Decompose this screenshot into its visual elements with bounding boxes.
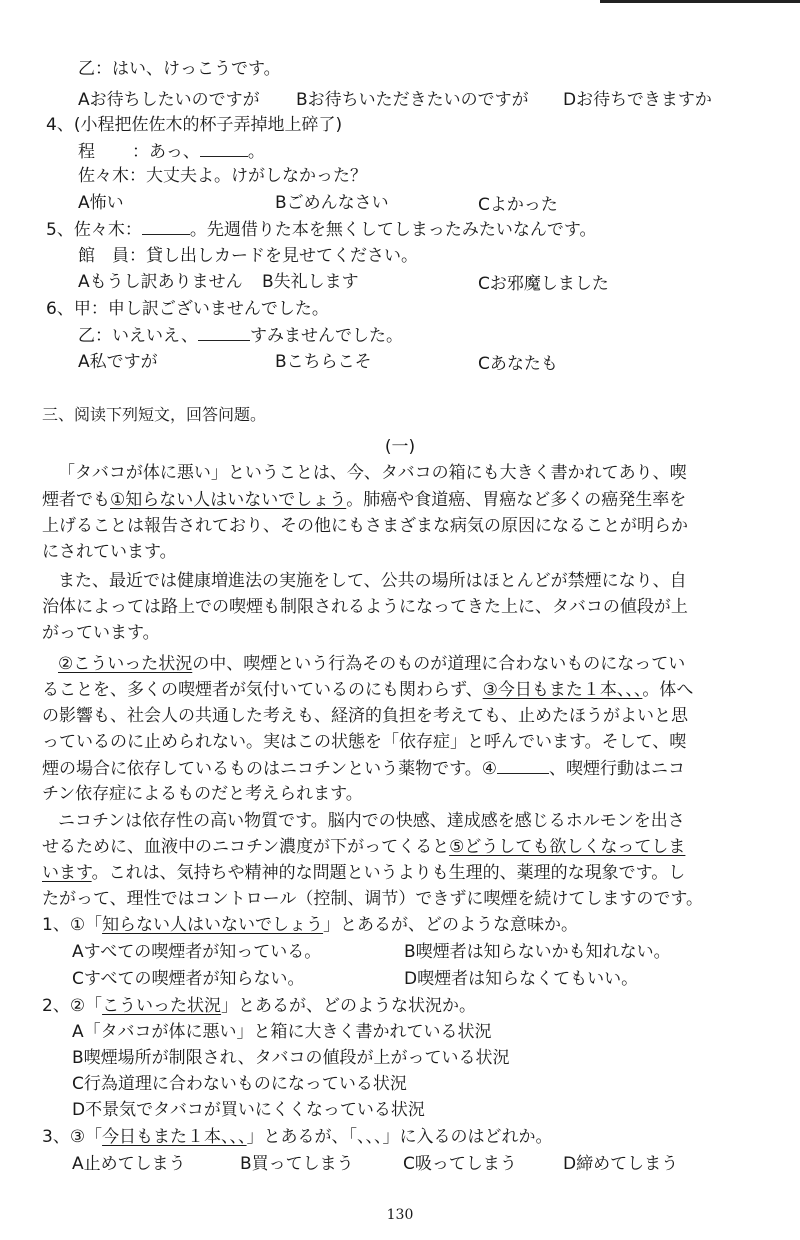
passage-line: にされています。 xyxy=(42,542,177,562)
text-span: 」とあるが、どのような状況か。 xyxy=(221,996,477,1016)
option-c: Cあなたも xyxy=(478,354,558,374)
passage-line: っているのに止められない。実はこの状態を「依存症」と呼んでいます。そして、喫 xyxy=(42,732,687,752)
text-span: 2、②「 xyxy=(42,996,103,1016)
answer-blank xyxy=(198,324,250,341)
text-span: 1、①「 xyxy=(42,915,103,935)
option-a: A止めてしまう xyxy=(72,1154,186,1174)
line-end: すみませんでした。 xyxy=(250,326,404,346)
passage-line: の影響も、社会人の共通した考えも、経済的負担を考えても、止めたほうがよいと思 xyxy=(42,706,688,726)
option-c: C行為道理に合わないものになっている状況 xyxy=(72,1074,407,1094)
top-border-line xyxy=(600,0,800,3)
passage-line xyxy=(42,489,686,511)
option-b: B失礼します xyxy=(262,272,359,292)
option-d: D喫煙者は知らなくてもいい。 xyxy=(404,969,639,989)
answer-blank xyxy=(142,218,190,235)
page-number: 130 xyxy=(386,1207,414,1223)
text-span: ることを、多くの喫煙者が気付いているのにも関わらず、 xyxy=(42,680,483,700)
option-a: A私ですが xyxy=(78,352,158,372)
underlined-phrase-5: ⑤どうしても欲しくなってしま xyxy=(449,837,686,857)
passage-line: ニコチンは依存性の高い物質です。脳内での快感、達成感を感じるホルモンを出さ xyxy=(58,811,685,831)
passage-number: (一) xyxy=(384,437,416,457)
passage-line: 上げることは報告されており、その他にもさまざまな病気の原因になることが明らか xyxy=(42,516,688,536)
option-c: Cよかった xyxy=(478,195,558,215)
option-b: B喫煙場所が制限され、タバコの値段が上がっている状況 xyxy=(72,1048,510,1068)
question-3 xyxy=(42,1126,553,1148)
text-span: の中、喫煙という行為そのものが道理に合わないものになってい xyxy=(192,654,686,674)
line-start: 乙：いえいえ、 xyxy=(78,326,199,346)
question-4-line1 xyxy=(78,140,265,163)
underlined-phrase-2: ②こういった状況 xyxy=(58,654,193,674)
text-span: 煙の場合に依存しているものはニコチンという薬物です。④ xyxy=(42,759,498,779)
passage-line xyxy=(42,862,685,884)
option-d: D締めてしまう xyxy=(563,1154,679,1174)
option-d: D不景気でタバコが買いにくくなっている状況 xyxy=(72,1100,425,1120)
text-span: 。これは、気持ちや精神的な問題というよりも生理的、薬理的な現象です。し xyxy=(91,863,686,883)
section-heading: 三、阅读下列短文，回答问题。 xyxy=(42,405,267,424)
option-c: Cお邪魔しました xyxy=(478,274,609,294)
option-b: B買ってしまう xyxy=(240,1154,354,1174)
text-span: 。肺癌や食道癌、胃癌など多くの癌発生率を xyxy=(346,490,687,510)
passage-line: がっています。 xyxy=(42,623,160,643)
option-c: C吸ってしまう xyxy=(403,1154,517,1174)
dialog-line: 乙：はい、けっこうです。 xyxy=(78,59,281,79)
text-span: せるために、血液中のニコチン濃度が下がってくると xyxy=(42,837,450,857)
question-4-prompt: 4、(小程把佐佐木的杯子弄掉地上碎了) xyxy=(46,115,343,135)
question-1 xyxy=(42,914,578,936)
passage-line: また、最近では健康増進法の実施をして、公共の場所はほとんどが禁煙になり、自 xyxy=(58,571,687,591)
option-a: A「タバコが体に悪い」と箱に大きく書かれている状況 xyxy=(72,1022,492,1042)
option-b: B喫煙者は知らないかも知れない。 xyxy=(404,942,671,962)
text-span: 、喫煙行動はニコ xyxy=(549,759,686,779)
text-span: 」とあるが、どのような意味か。 xyxy=(323,915,579,935)
prompt-start: 5、佐々木： xyxy=(46,220,142,240)
dialog-end: 。 xyxy=(247,142,265,162)
passage-line xyxy=(42,757,685,780)
passage-line xyxy=(42,679,693,701)
text-span: 。体へ xyxy=(642,680,694,700)
option-d: Dお待ちできますか xyxy=(563,90,712,110)
prompt-end: 。先週借りた本を無くしてしまったみたいなんです。 xyxy=(189,220,597,240)
passage-line: チン依存症によるものだと考えられます。 xyxy=(42,784,363,804)
option-a: Aもうし訳ありません xyxy=(78,272,243,292)
option-b: Bお待ちいただきたいのですが xyxy=(296,90,529,110)
text-span: 煙者でも xyxy=(42,490,110,510)
text-span: 」とあるが、「、、、」に入るのはどれか。 xyxy=(246,1127,553,1147)
question-2 xyxy=(42,995,476,1017)
option-a: Aお待ちしたいのですが xyxy=(78,90,260,110)
option-b: Bこちらこそ xyxy=(275,352,372,372)
underlined-phrase: 知らない人はいないでしょう xyxy=(102,915,324,935)
underlined-phrase: 今日もまた１本、、、 xyxy=(102,1127,247,1147)
passage-line: 治体によっては路上での喫煙も制限されるようになってきた上に、タバコの値段が上 xyxy=(42,597,688,617)
answer-blank xyxy=(497,757,549,774)
question-6-prompt: 6、甲：申し訳ございませんでした。 xyxy=(46,299,329,319)
passage-line: 「タバコが体に悪い」ということは、今、タバコの箱にも大きく書かれてあり、喫 xyxy=(58,463,687,483)
underlined-phrase-1: ①知らない人はいないでしょう xyxy=(110,490,347,510)
option-a: A怖い xyxy=(78,193,124,213)
question-5-prompt xyxy=(46,218,596,241)
option-c: Cすべての喫煙者が知らない。 xyxy=(72,969,305,989)
underlined-phrase-3: ③今日もまた１本、、、 xyxy=(482,680,643,700)
question-6-line2 xyxy=(78,324,403,347)
speaker-name: 程 xyxy=(78,142,95,162)
passage-line xyxy=(58,653,685,675)
question-4-line2: 佐々木：大丈夫よ。けがしなかった？ xyxy=(78,166,367,186)
underlined-phrase-5-cont: います xyxy=(42,863,92,883)
question-5-line2: 館 員：貸し出しカードを見せてください。 xyxy=(78,246,418,266)
dialog-text: ：あっ、 xyxy=(132,142,200,162)
passage-line xyxy=(42,836,685,858)
answer-blank xyxy=(200,140,248,157)
underlined-phrase: こういった状況 xyxy=(102,996,222,1016)
text-span: 3、③「 xyxy=(42,1127,103,1147)
option-b: Bごめんなさい xyxy=(275,193,389,213)
option-a: Aすべての喫煙者が知っている。 xyxy=(72,942,322,962)
passage-line: たがって、理性ではコントロール（控制、调节）できずに喫煙を続けてしますのです。 xyxy=(42,889,703,909)
